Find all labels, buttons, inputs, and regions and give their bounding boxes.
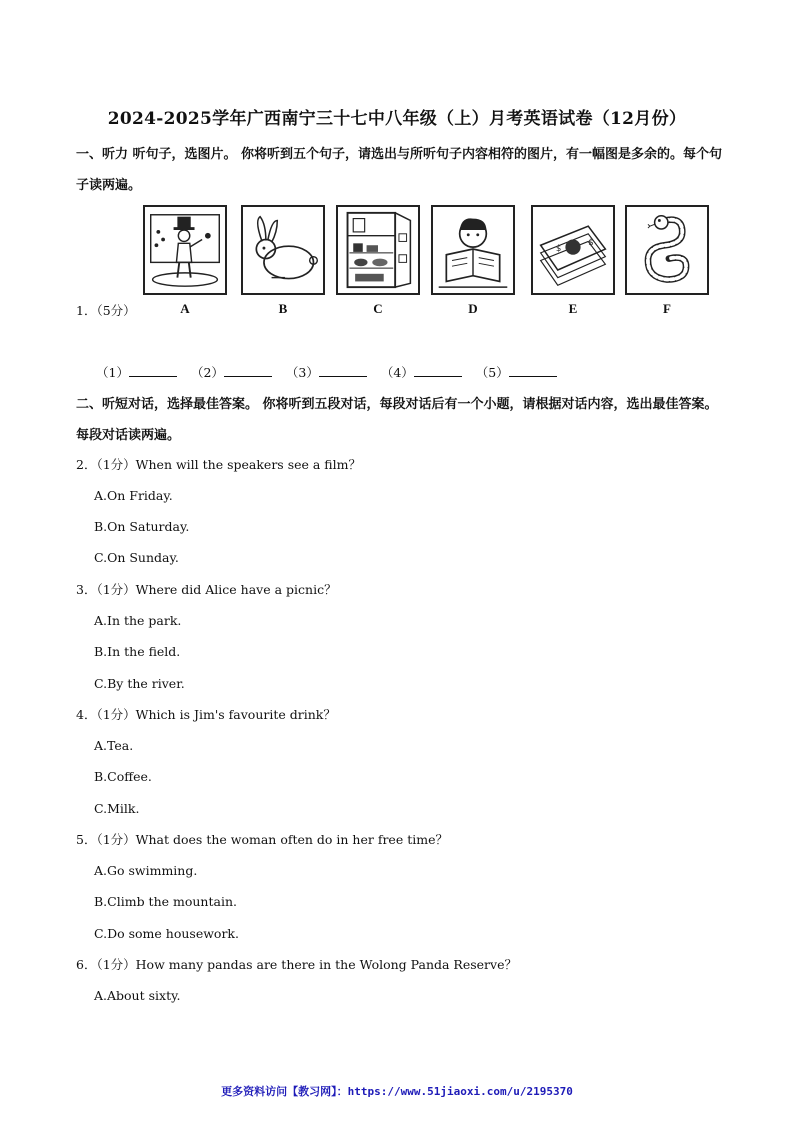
picture-b	[241, 205, 325, 317]
picture-f	[625, 205, 709, 317]
option[interactable]: A.In the park.	[94, 613, 182, 628]
question-2-stem: 2．（1分）When will the speakers see a film？	[76, 457, 361, 472]
answer-blank-5[interactable]	[509, 364, 557, 377]
picture-e	[531, 205, 615, 317]
option[interactable]: A.Go swimming.	[94, 863, 198, 878]
picture-row	[143, 205, 713, 317]
section-2-heading: 二、听短对话，选择最佳答案。 你将听到五段对话，每段对话后有一个小题，请根据对话内容，选出最佳答案。每段对话读两遍。	[76, 397, 718, 443]
option[interactable]: A.About sixty.	[94, 988, 181, 1003]
picture-label: D	[468, 301, 478, 316]
option[interactable]: B.In the field.	[94, 644, 181, 659]
option[interactable]: C.On Sunday.	[94, 550, 179, 565]
option[interactable]: C.Do some housework.	[94, 926, 239, 941]
answer-blank-3[interactable]	[319, 364, 367, 377]
option[interactable]: C.By the river.	[94, 676, 185, 691]
question-6-stem: 6．（1分）How many pandas are there in the Wolong Panda Reserve？	[76, 957, 517, 972]
option[interactable]: B.Climb the mountain.	[94, 894, 237, 909]
picture-label: B	[278, 301, 288, 316]
option[interactable]: A.Tea.	[94, 738, 134, 753]
blank-label: （2）	[190, 365, 224, 380]
question-3-stem: 3．（1分）Where did Alice have a picnic？	[76, 582, 337, 597]
page-title: 2024-2025学年广西南宁三十七中八年级（上）月考英语试卷（12月份）	[107, 109, 687, 129]
picture-c	[336, 205, 420, 317]
blank-label: （4）	[380, 365, 414, 380]
money-icon	[533, 207, 613, 293]
snake-icon	[627, 207, 707, 293]
picture-d	[431, 205, 515, 317]
picture-label: F	[663, 301, 671, 316]
section-1-heading: 一、听力 听句子，选图片。 你将听到五个句子，请选出与所听句子内容相符的图片，有一幅图是多余的。每个句子读两遍。	[76, 147, 723, 193]
rabbit-icon	[243, 207, 323, 293]
picture-label: E	[568, 301, 578, 316]
answer-blank-1[interactable]	[129, 364, 177, 377]
fridge-icon	[338, 207, 418, 293]
picture-label: C	[373, 301, 383, 316]
magician-icon	[145, 207, 225, 293]
footer-link[interactable]: 更多资料访问【教习网】：https://www.51jiaoxi.com/u/2195370	[221, 1085, 573, 1098]
svg-text:$: $	[588, 238, 594, 249]
question-1-stem: 1．（5分）	[76, 303, 136, 318]
option[interactable]: B.On Saturday.	[94, 519, 190, 534]
blank-label: （3）	[285, 365, 319, 380]
picture-label: A	[180, 301, 190, 316]
question-4-stem: 4．（1分）Which is Jim's favourite drink？	[76, 707, 336, 722]
answer-blank-2[interactable]	[224, 364, 272, 377]
svg-text:$: $	[555, 243, 562, 254]
reading-boy-icon	[433, 207, 513, 293]
answer-blanks	[96, 363, 567, 381]
question-5-stem: 5．（1分）What does the woman often do in her free time？	[76, 832, 448, 847]
picture-a	[143, 205, 227, 317]
option[interactable]: C.Milk.	[94, 801, 140, 816]
answer-blank-4[interactable]	[414, 364, 462, 377]
option[interactable]: B.Coffee.	[94, 769, 152, 784]
blank-label: （1）	[96, 365, 129, 380]
blank-label: （5）	[475, 365, 509, 380]
option[interactable]: A.On Friday.	[94, 488, 173, 503]
